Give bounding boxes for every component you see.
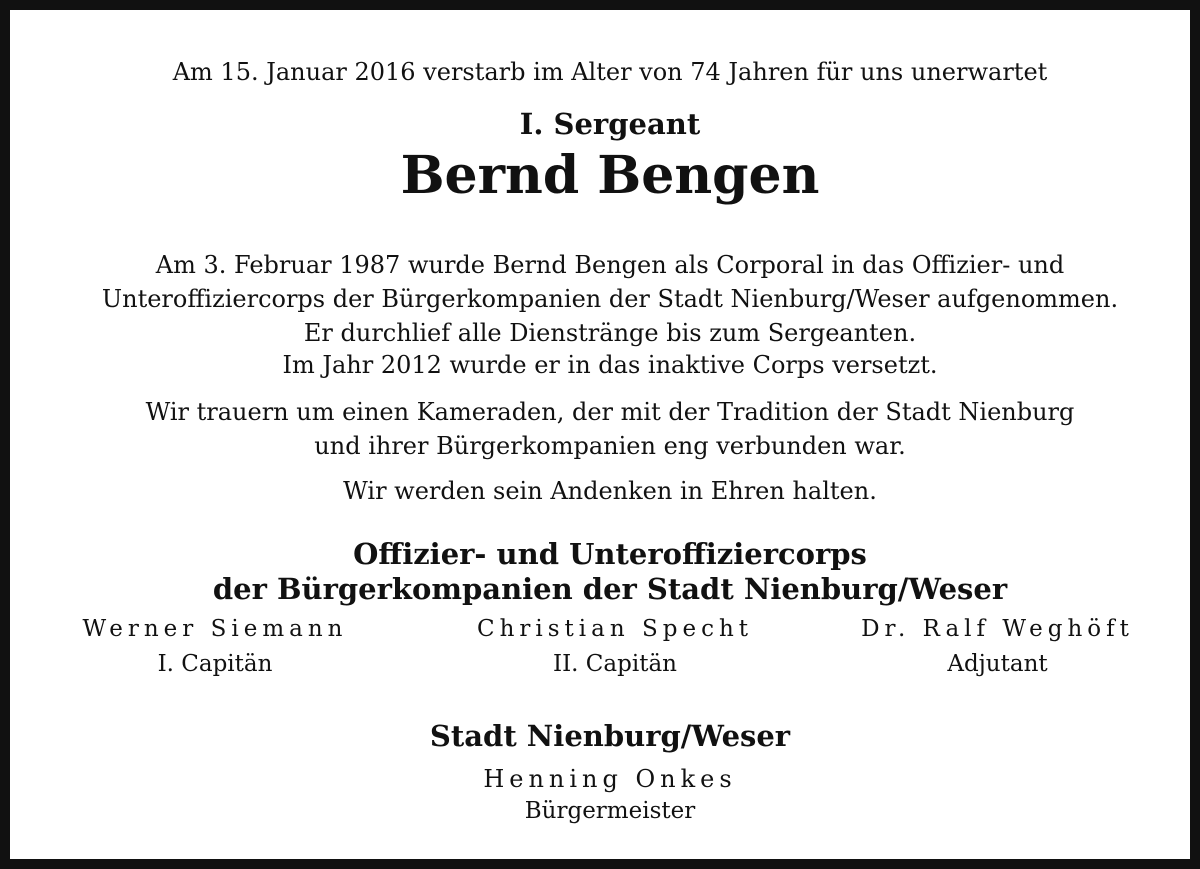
corps-title-line1: Offizier- und Unteroffiziercorps (353, 537, 867, 571)
signatory-title: II. Capitän (553, 651, 677, 677)
corps-title-line2: der Bürgerkompanien der Stadt Nienburg/Weser (212, 572, 1008, 606)
paragraph2-line2: und ihrer Bürgerkompanien eng verbunden war. (314, 432, 906, 460)
signatory-title: I. Capitän (157, 651, 273, 677)
paragraph1-line3: Er durchlief alle Dienstränge bis zum Sergeanten. (303, 319, 917, 347)
signatory-name: Werner Siemann (82, 616, 348, 642)
mayor-title: Bürgermeister (524, 798, 696, 824)
signatory-name: Dr. Ralf Weghöft (861, 616, 1134, 642)
city-title: Stadt Nienburg/Weser (429, 719, 791, 753)
paragraph3: Wir werden sein Andenken in Ehren halten. (343, 477, 877, 505)
paragraph2-line1: Wir trauern um einen Kameraden, der mit der Tradition der Stadt Nienburg (145, 398, 1075, 426)
signatory-name: Christian Specht (476, 616, 754, 642)
signatory-title: Adjutant (947, 651, 1048, 677)
paragraph1-line4: Im Jahr 2012 wurde er in das inaktive Corps versetzt. (282, 351, 938, 379)
paragraph1-line2: Unteroffiziercorps der Bürgerkompanien der Stadt Nienburg/Weser aufgenommen. (101, 285, 1119, 313)
paragraph1-line1: Am 3. Februar 1987 wurde Bernd Bengen als Corporal in das Offizier- und (155, 251, 1065, 279)
mayor-name: Henning Onkes (483, 765, 737, 793)
deceased-rank: I. Sergeant (519, 107, 701, 141)
deceased-name: Bernd Bengen (400, 145, 820, 206)
intro-line: Am 15. Januar 2016 verstarb im Alter von 74 Jahren für uns unerwartet (172, 58, 1048, 86)
